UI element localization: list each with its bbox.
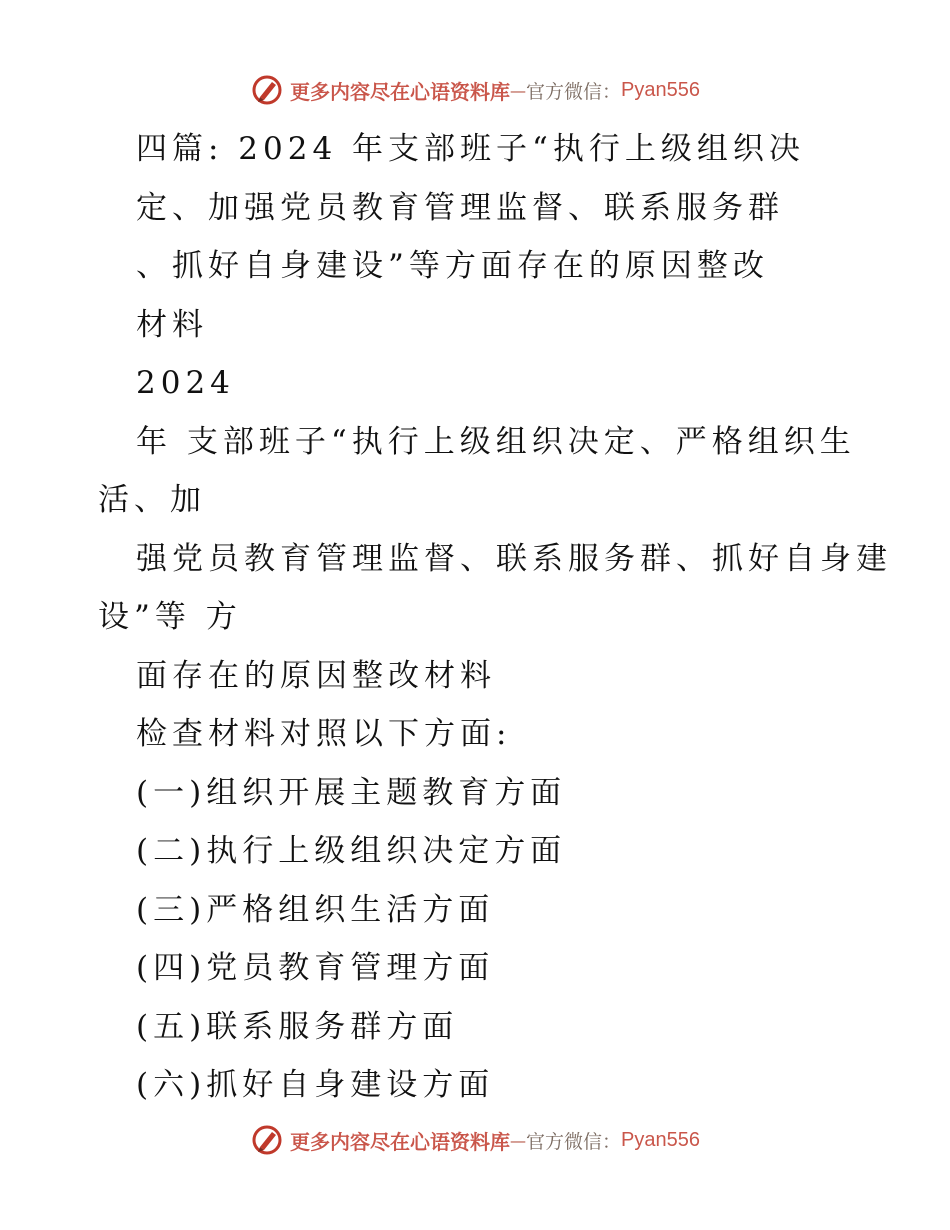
watermark-sub-text: 官方微信： (526, 80, 622, 103)
footer-watermark (0, 1120, 950, 1160)
paragraph-line-5: 面存在的原因整改材料 (136, 657, 496, 694)
watermark-dash: — (510, 1130, 526, 1150)
title-line-4: 材料 (136, 306, 208, 343)
list-item: (三)严格组织生活方面 (136, 891, 495, 928)
watermark-sub-text: 官方微信： (526, 1130, 622, 1153)
paragraph-line-2: 活、加 (98, 482, 206, 518)
watermark-wechat-id: Pyan556 (621, 78, 700, 101)
year-line: 2024 (136, 365, 235, 401)
title-line-3: 、抓好自身建设”等方面存在的原因整改 (136, 248, 769, 284)
pen-logo-icon (250, 73, 284, 107)
section-intro: 检查材料对照以下方面: (136, 716, 512, 752)
list-item: (一)组织开展主题教育方面 (136, 774, 567, 811)
paragraph-line-4: 设”等 方 (98, 599, 242, 635)
header-watermark (0, 70, 950, 110)
list-item: (六)抓好自身建设方面 (136, 1067, 495, 1103)
title-line-1: 四篇: 2024 年支部班子“执行上级组织决 (136, 131, 805, 167)
list-item: (五)联系服务群方面 (136, 1008, 459, 1045)
watermark-main-text: 更多内容尽在心语资料库 (290, 1129, 510, 1154)
paragraph-line-1: 年 支部班子“执行上级组织决定、严格组织生 (136, 423, 856, 460)
list-item: (二)执行上级组织决定方面 (136, 833, 567, 869)
pen-logo-icon (250, 1123, 284, 1157)
paragraph-line-3: 强党员教育管理监督、联系服务群、抓好自身建 (136, 540, 892, 577)
watermark-main-text: 更多内容尽在心语资料库 (290, 79, 510, 104)
list-item: (四)党员教育管理方面 (136, 950, 495, 986)
document-body (0, 120, 950, 1115)
title-line-2: 定、加强党员教育管理监督、联系服务群 (136, 189, 784, 226)
watermark-dash: — (510, 80, 526, 100)
watermark-wechat-id: Pyan556 (621, 1128, 700, 1151)
